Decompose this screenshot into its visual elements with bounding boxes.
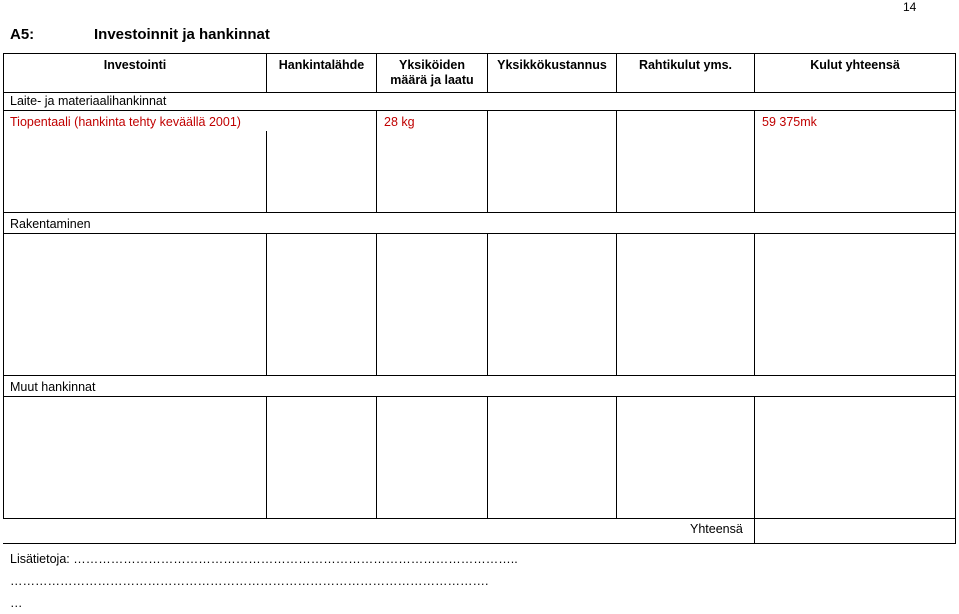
total-cell-left-border [754, 518, 755, 544]
body-col-divider [754, 396, 755, 519]
column-header-investointi: Investointi [103, 58, 167, 72]
notes-line-3: … [10, 596, 23, 610]
notes-line-2: ……………………………………………………………………………………………………. [10, 574, 489, 588]
header-col-divider [376, 53, 377, 93]
table-rule-under-section-2 [3, 233, 956, 234]
section-title-rakentaminen: Rakentaminen [10, 217, 91, 231]
row-maara: 28 kg [384, 115, 415, 129]
table-rule-under-section-1 [3, 110, 956, 111]
column-header-kulut-yhteensa: Kulut yhteensä [810, 58, 900, 72]
body-col-divider [376, 110, 377, 213]
table-border-left [3, 53, 4, 519]
table-border-bottom [3, 543, 956, 544]
body-col-divider [266, 131, 267, 213]
table-rule-under-section-3 [3, 396, 956, 397]
body-col-divider [266, 396, 267, 519]
section-title-laitehankinnat: Laite- ja materiaalihankinnat [10, 94, 167, 108]
row-investointi: Tiopentaali (hankinta tehty keväällä 2001) [10, 115, 241, 129]
column-header-yksikoiden-maara: Yksiköiden määrä ja laatu [390, 58, 474, 87]
body-col-divider [376, 233, 377, 376]
body-col-divider [487, 110, 488, 213]
column-header-rahtikulut: Rahtikulut yms. [638, 58, 733, 72]
body-col-divider [616, 110, 617, 213]
table-rule-total [3, 518, 956, 519]
body-col-divider [487, 233, 488, 376]
column-header-yksikkokustannus: Yksikkökustannus [497, 58, 607, 72]
notes-section [10, 548, 518, 614]
table-border-right [955, 53, 956, 544]
section-title-muut-hankinnat: Muut hankinnat [10, 380, 96, 394]
body-col-divider [754, 233, 755, 376]
table-rule-section-2 [3, 212, 956, 213]
row-kulut-yhteensa: 59 375mk [762, 115, 817, 129]
body-col-divider [616, 233, 617, 376]
body-col-divider [616, 396, 617, 519]
heading-code: A5: [10, 26, 35, 43]
body-col-divider [754, 110, 755, 213]
body-col-divider [487, 396, 488, 519]
body-col-divider [266, 233, 267, 376]
table-rule-section-3 [3, 375, 956, 376]
heading-title: Investoinnit ja hankinnat [94, 26, 270, 43]
page-number: 14 [903, 0, 917, 14]
table-rule-under-header [3, 92, 956, 93]
table-border-top [3, 53, 956, 54]
column-header-hankintalahde: Hankintalähde [278, 58, 365, 72]
total-label: Yhteensä [690, 522, 743, 536]
notes-line-1: …………………………………………………………………………………………….. [73, 552, 518, 566]
notes-label: Lisätietoja: [10, 552, 70, 566]
body-col-divider [376, 396, 377, 519]
